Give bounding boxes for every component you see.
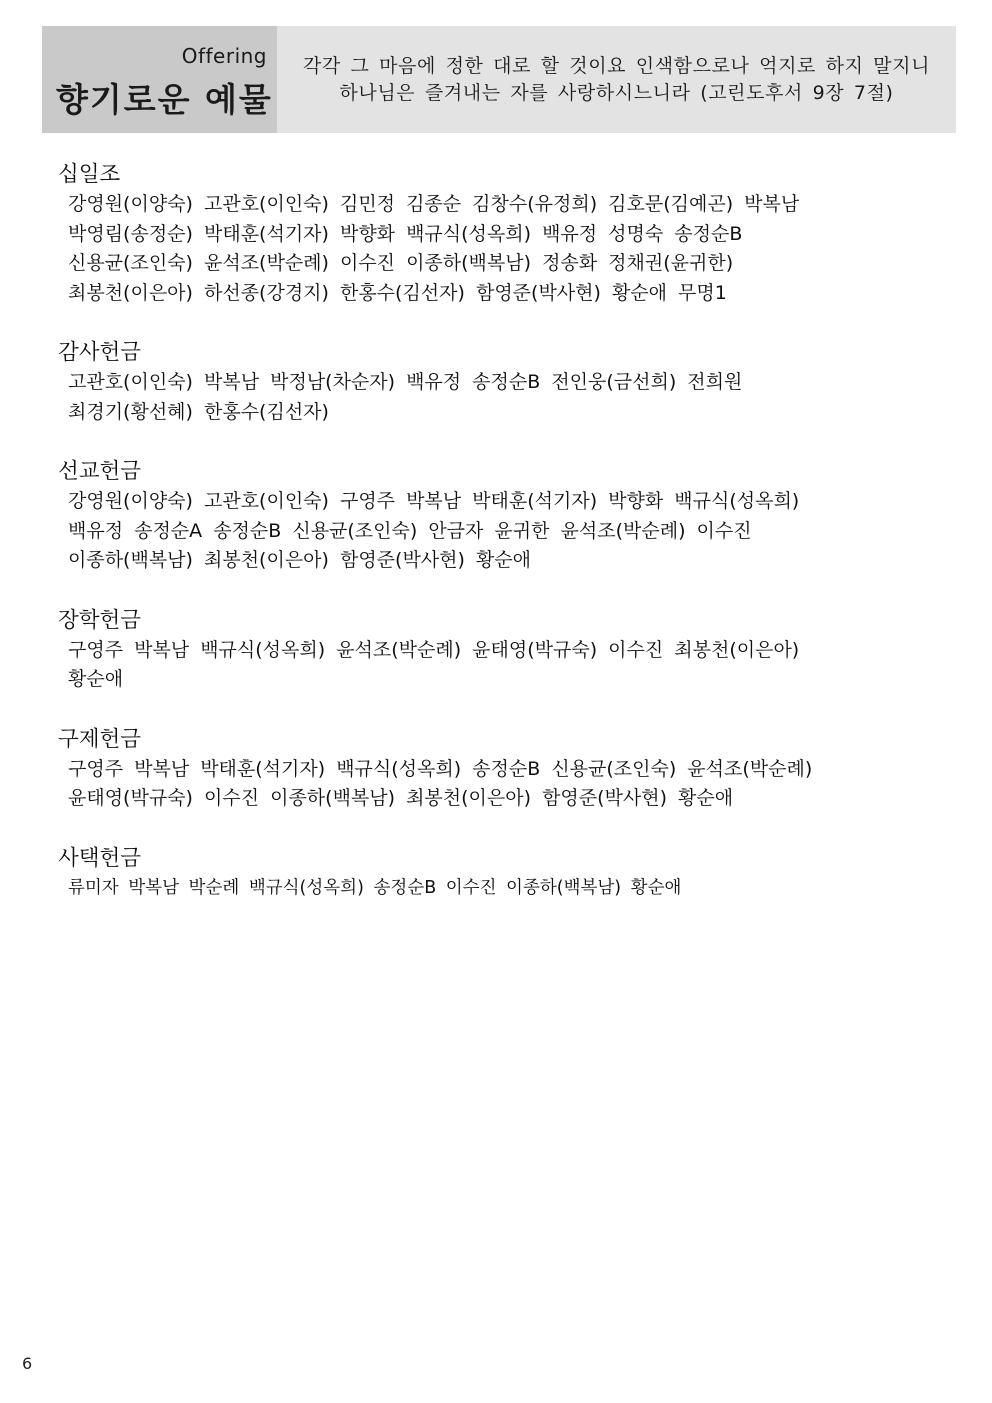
- name-line: 강영원(이양숙) 고관호(이인숙) 구영주 박복남 박태훈(석기자) 박향화 백규식(성옥희): [68, 490, 800, 512]
- offering-list: [58, 160, 938, 933]
- name-line: 최경기(황선혜) 한홍수(김선자): [68, 400, 329, 423]
- name-list: [58, 487, 938, 576]
- section-title: 선교헌금: [58, 459, 142, 484]
- name-line: 강영원(이양숙) 고관호(이인숙) 김민정 김종순 김창수(유정희) 김호문(김예곤) 박복남: [68, 193, 800, 215]
- name-line: 박영림(송정순) 박태훈(석기자) 박향화 백규식(성옥희) 백유정 성명숙 송정순B: [68, 222, 743, 245]
- name-line: 구영주 박복남 백규식(성옥희) 윤석조(박순례) 윤태영(박규숙) 이수진 최봉천(이은아): [68, 638, 800, 661]
- page-title: 향기로운 예물: [56, 80, 273, 119]
- verse-line-2: 하나님은 즐겨내는 자를 사랑하시느니라 (고린도후서 9장 7절): [339, 81, 894, 104]
- page-number: 6: [22, 1354, 33, 1373]
- verse-line-1: 각각 그 마음에 정한 대로 할 것이요 인색함으로나 억지로 하지 말지니: [302, 54, 931, 77]
- section-title: 감사헌금: [58, 340, 142, 365]
- name-list: [58, 755, 938, 814]
- header-subtitle: Offering: [181, 44, 267, 68]
- header-title-box: [42, 26, 277, 133]
- name-line: 황순애: [68, 668, 124, 690]
- section-scholarship: [58, 606, 938, 695]
- name-list: [58, 636, 938, 695]
- name-line: 백유정 송정순A 송정순B 신용균(조인숙) 안금자 윤귀한 윤석조(박순례) 이수진: [68, 519, 752, 542]
- section-thanksgiving: [58, 338, 938, 427]
- section-title: 구제헌금: [58, 726, 142, 752]
- section-title: 십일조: [58, 162, 121, 187]
- verse-box: [277, 26, 956, 133]
- name-line: 류미자 박복남 박순례 백규식(성옥희) 송정순B 이수진 이종하(백복남) 황순애: [68, 877, 682, 898]
- section-title: 장학헌금: [58, 607, 142, 633]
- name-line: 이종하(백복남) 최봉천(이은아) 함영준(박사현) 황순애: [68, 549, 532, 571]
- name-line: 고관호(이인숙) 박복남 박정남(차순자) 백유정 송정순B 전인웅(금선희) 전희원: [68, 371, 743, 393]
- section-mission: [58, 457, 938, 576]
- section-tithe: [58, 160, 938, 308]
- name-line: 윤태영(박규숙) 이수진 이종하(백복남) 최봉천(이은아) 함영준(박사현) 황순애: [68, 787, 734, 809]
- name-list: [58, 874, 938, 904]
- offering-header: [42, 26, 956, 133]
- section-parsonage: [58, 844, 938, 904]
- name-line: 구영주 박복남 박태훈(석기자) 백규식(성옥희) 송정순B 신용균(조인숙) 윤석조(박순례): [68, 757, 813, 780]
- name-list: [58, 190, 938, 308]
- section-relief: [58, 725, 938, 814]
- name-list: [58, 368, 938, 427]
- section-title: 사택헌금: [58, 845, 142, 871]
- name-line: 신용균(조인숙) 윤석조(박순례) 이수진 이종하(백복남) 정송화 정채권(윤귀한): [68, 252, 734, 274]
- name-line: 최봉천(이은아) 하선종(강경지) 한홍수(김선자) 함영준(박사현) 황순애 무명1: [68, 281, 727, 304]
